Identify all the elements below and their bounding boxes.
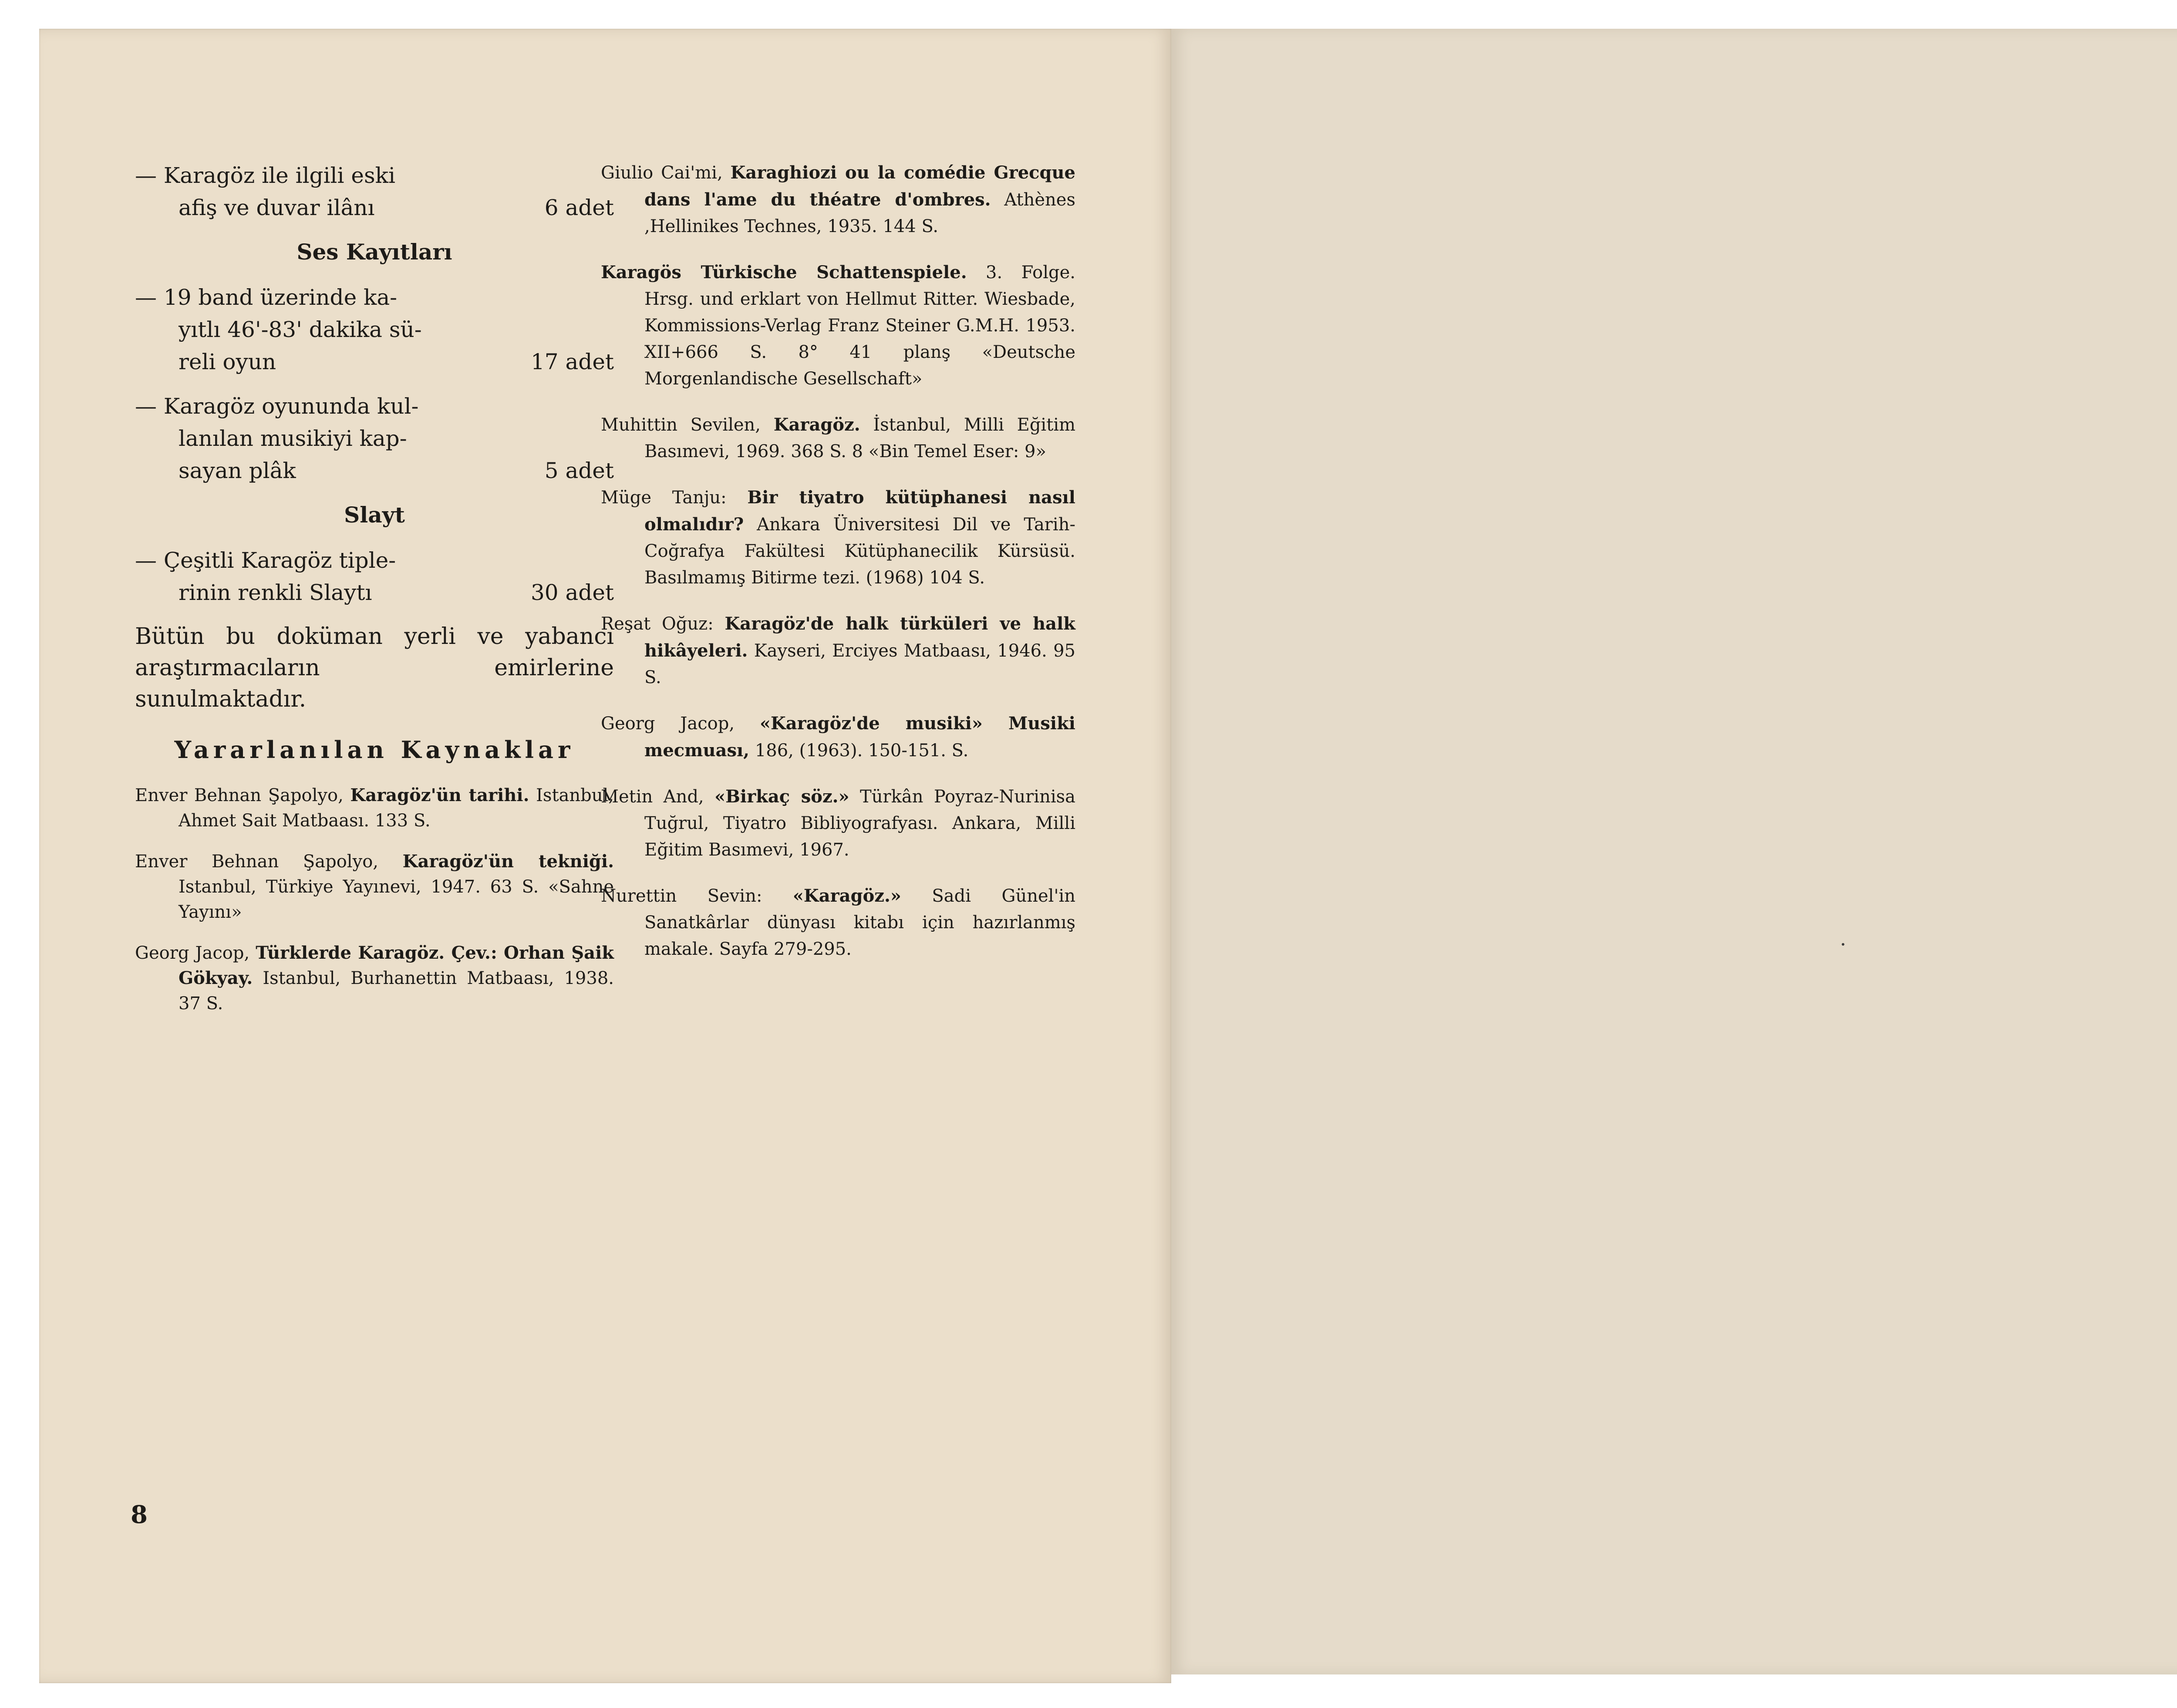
reference-author: Nurettin Sevin:	[601, 886, 762, 906]
reference-entry	[601, 484, 1075, 591]
reference-author: Müge Tanju:	[601, 488, 727, 508]
reference-author: Georg Jacop,	[135, 943, 250, 963]
left-page	[39, 29, 1171, 1683]
reference-title: Türklerde Karagöz. Çev.: Orhan Şaik Gökyay.	[179, 943, 614, 988]
reference-details: Ankara Üniversitesi Dil ve Tarih-Coğrafya Fakültesi Kütüphanecilik Kürsüsü. Basılmamış Bitirme tezi. (1968) 104 S.	[644, 515, 1075, 588]
reference-details: Istanbul, Burhanettin Matbaası, 1938. 37 S.	[179, 968, 614, 1014]
reference-entry	[601, 159, 1075, 240]
reference-title: «Karagöz'de musiki» Musiki mecmuası,	[644, 713, 1075, 761]
reference-author: Reşat Oğuz:	[601, 614, 714, 634]
inventory-line: reli oyun	[179, 349, 276, 374]
inventory-item-records	[135, 390, 614, 487]
references-heading: Yararlanılan Kaynaklar	[174, 736, 575, 764]
reference-title: Karagöz'ün tarihi.	[350, 785, 529, 805]
reference-title: Karaghiozi ou la comédie Grecque dans l'ame du théatre d'ombres.	[644, 162, 1075, 210]
reference-details: İstanbul, Milli Eğitim Basımevi, 1969. 368 S. 8 «Bin Temel Eser: 9»	[644, 415, 1076, 462]
reference-title: Karagöz'de halk türküleri ve halk hikâyeleri.	[644, 613, 1076, 661]
section-heading-sound: Ses Kayıtları	[297, 239, 452, 265]
reference-details: Kayseri, Erciyes Matbaası, 1946. 95 S.	[644, 641, 1076, 687]
reference-title: Bir tiyatro kütüphanesi nasıl olmalıdır?	[644, 487, 1075, 535]
reference-entry	[135, 783, 614, 833]
inventory-item-slides	[135, 544, 614, 609]
reference-entry	[601, 259, 1075, 392]
inventory-line-row	[135, 576, 614, 609]
reference-author: Giulio Cai'mi,	[601, 163, 723, 183]
right-column	[601, 159, 1075, 982]
inventory-item-posters	[135, 159, 614, 224]
inventory-line: yıtlı 46'-83' dakika sü-	[179, 317, 422, 342]
inventory-line-row	[135, 192, 614, 224]
inventory-count: 6 adet	[544, 195, 614, 220]
reference-author: Enver Behnan Şapolyo,	[135, 785, 344, 805]
inventory-line: — 19 band üzerinde ka-	[135, 285, 398, 310]
inventory-item-tapes	[135, 281, 614, 378]
reference-author: Metin And,	[601, 787, 704, 807]
reference-title: «Birkaç söz.»	[714, 786, 849, 807]
closing-paragraph: Bütün bu doküman yerli ve yabancı araştırmacıların emirlerine sunulmaktadır.	[135, 623, 614, 712]
reference-entry	[601, 883, 1075, 963]
reference-details: Istanbul, Ahmet Sait Matbaası. 133 S.	[179, 785, 614, 831]
inventory-count: 17 adet	[530, 349, 614, 374]
reference-author: Enver Behnan Şapolyo,	[135, 852, 378, 872]
reference-details: 186, (1963). 150-151. S.	[755, 741, 969, 761]
inventory-line: lanılan musikiyi kap-	[179, 426, 407, 451]
reference-entry	[135, 940, 614, 1016]
inventory-line: — Karagöz ile ilgili eski	[135, 163, 395, 188]
inventory-count: 5 adet	[544, 458, 614, 483]
inventory-line-row	[135, 346, 614, 378]
reference-entry	[135, 849, 614, 925]
reference-entry	[601, 710, 1075, 764]
reference-author: Georg Jacop,	[601, 714, 735, 734]
inventory-line: afiş ve duvar ilânı	[179, 195, 375, 220]
reference-details: Türkân Poyraz-Nurinisa Tuğrul, Tiyatro Bibliyografyası. Ankara, Milli Eğitim Basımevi, 1967.	[644, 787, 1076, 860]
reference-entry	[601, 411, 1075, 465]
reference-title: Karagös Türkische Schattenspiele.	[601, 262, 967, 283]
inventory-line: — Karagöz oyununda kul-	[135, 394, 419, 419]
reference-entry	[601, 783, 1075, 863]
right-page-blank	[1171, 29, 2177, 1674]
inventory-count: 30 adet	[530, 580, 614, 605]
left-column	[135, 159, 614, 1032]
inventory-line: — Çeşitli Karagöz tiple-	[135, 548, 396, 573]
reference-entry	[601, 610, 1075, 691]
inventory-line: sayan plâk	[179, 458, 296, 483]
inventory-line: rinin renkli Slaytı	[179, 580, 372, 605]
inventory-line-row	[135, 455, 614, 487]
reference-details: 3. Folge. Hrsg. und erklart von Hellmut Ritter. Wiesbade, Kommissions-Verlag Franz Steiner G.M.H. 1953. XII+666 S. 8° 41 planş «Deutsche Morgenlandische Gesellschaft»	[644, 263, 1075, 389]
reference-title: «Karagöz.»	[792, 886, 901, 906]
reference-details: Athènes ,Hellinikes Technes, 1935. 144 S.	[644, 190, 1075, 236]
reference-title: Karagöz'ün tekniği.	[402, 851, 614, 872]
paper-speck	[1842, 943, 1844, 946]
reference-author: Muhittin Sevilen,	[601, 415, 761, 435]
reference-details: Istanbul, Türkiye Yayınevi, 1947. 63 S. «Sahne Yayını»	[179, 877, 614, 922]
page-number: 8	[131, 1500, 148, 1529]
reference-title: Karagöz.	[773, 414, 860, 435]
section-heading-slide: Slayt	[344, 502, 405, 528]
reference-details: Sadi Günel'in Sanatkârlar dünyası kitabı için hazırlanmış makale. Sayfa 279-295.	[644, 886, 1075, 959]
